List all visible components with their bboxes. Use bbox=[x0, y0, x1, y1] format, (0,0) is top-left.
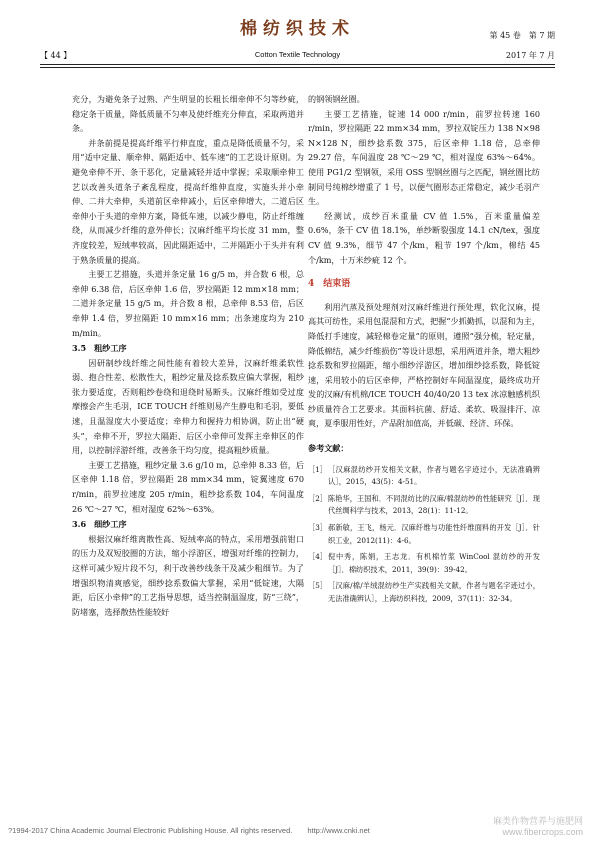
section-heading-3-5: 3.5 粗纱工序 bbox=[72, 343, 127, 354]
journal-title-en: Cotton Textile Technology bbox=[254, 50, 341, 59]
reference-item bbox=[308, 464, 540, 489]
paragraph: 经测试，成纱百米重量 CV 值 1.5%，百米重量偏差 0.6%，条干 CV 值 18.1%，单纱断裂强度 14.1 cN/tex，强度 CV 值 9.3%，细节 47 个/km，粗节 197 个/km，棉结 45 个/km，十万米纱疵 12 个。 bbox=[308, 210, 540, 265]
reference-item bbox=[308, 580, 540, 605]
paragraph: 主要工艺措施，粗纱定量 3.6 g/10 m，总牵伸 8.33 倍，后区牵伸 1.18 倍，罗拉隔距 28 mm×34 mm，锭翼速度 670 r/min，前罗拉速度 205 r/min，粗纱捻系数 104，车间温度 26 ℃～27 ℃，相对湿度 62%～63%。 bbox=[72, 459, 304, 514]
reference-text: 陈艳华，王国和．不同混纺比的汉麻/棉混纺纱的性能研究［J］．现代丝绸科学与技术，2013，28(1)：11-12。 bbox=[328, 493, 540, 516]
watermark: 麻类作物营养与施肥网 www.fibercrops.com bbox=[492, 816, 583, 837]
reference-text: 郝新敏，王飞，杨元．汉麻纤维与功能性纤维面料的开发［J］．针织工业，2012(11)：4-6。 bbox=[328, 523, 540, 545]
copyright-footer: ?1994-2017 China Academic Journal Electronic Publishing House. All rights reserved. http://www.cnki.net bbox=[8, 826, 370, 835]
paragraph: 主要工艺措施，头道并条定量 16 g/5 m，并合数 6 根，总牵伸 6.38 倍，后区牵伸 1.6 倍，罗拉隔距 12 mm×18 mm；二道并条定量 15 g/5 m，并合数 8 根，总牵伸 8.53 倍，后区牵伸 1.4 倍，罗拉隔距 10 mm×16 mm；出条速度均为 210 m/min。 bbox=[72, 269, 304, 338]
reference-number: ［1］ bbox=[308, 464, 327, 474]
paragraph: 利用汽蒸及预处理剂对汉麻纤维进行预处理，软化汉麻，提高其可纺性，采用包混混和方式，把握“少抓勤抓，以混和为主，降低打手速度，减轻棉卷定量”的原则，遵照“强分梳，轻定量，降低棉结，减少纤维损伤”等设计思想，采用两道并条，增大粗纱捻系数和罗拉隔距，缩小细纱浮游区，增加细纱捻系数，降低锭速，采用较小的后区牵伸，严格控制好车间温湿度，最终成功开发的汉麻/有机棉/ICE TOUCH 40/40/20 13 tex 冰凉触感机织纱质量符合工艺要求。其面料抗菌、舒适、柔软、吸湿排汗、凉爽，夏季服用性好，产品附加值高，并低碳、经济、环保。 bbox=[308, 301, 540, 429]
reference-list bbox=[308, 464, 540, 606]
header-rule bbox=[40, 64, 555, 65]
issue-date: 2017 年 7 月 bbox=[505, 51, 555, 60]
header-rule-thin bbox=[40, 67, 555, 68]
reference-item bbox=[308, 522, 540, 547]
right-column bbox=[308, 92, 540, 610]
reference-text: 倪中秀，陈娟，王志龙．有机棉竹浆 WinCool 混纺纱的开发［J］．棉纺织技术，2011，39(9)：39-42。 bbox=[328, 552, 540, 574]
paragraph: 并条前提是提高纤维平行伸直度，重点是降低质量不匀，采用“适中定量、顺牵伸、隔距适中、低车速”的工艺设计原则。为避免牵伸不开、条干恶化，定量减轻并适中掌握；采取顺牵伸工艺以改善头道条子紊乱程度，提高纤维伸直度，实施头并小牵伸、二并大牵伸，头道前区牵伸减小，后区牵伸增大，二道后区牵伸小于头道的牵伸方案，降低车速，以减少静电，防止纤维缠绕，从而减少纤维的意外伸长；汉麻纤维平均长度 31 mm，整齐度较差，短绒率较高，因此隔距适中，二并隔距小于头并有利于熟条质量的提高。 bbox=[72, 137, 304, 265]
reference-number: ［2］ bbox=[308, 493, 327, 503]
page-number: 【 44 】 bbox=[40, 51, 72, 60]
reference-number: ［3］ bbox=[308, 523, 327, 533]
page-header bbox=[40, 10, 555, 74]
reference-text: ［汉麻混纺纱开发相关文献，作者与题名字迹过小，无法准确辨认］，2015，43(5)：4-51。 bbox=[328, 464, 540, 487]
reference-text: ［汉麻/棉/羊绒混纺纱生产实践相关文献，作者与题名字迹过小，无法准确辨认］，上海纺织科技，2009，37(11)：32-34。 bbox=[328, 581, 540, 603]
reference-item bbox=[308, 551, 540, 576]
paragraph: 充分，为避免条子过熟、产生明显的长粗长细牵伸不匀等纱疵，稳定条干质量，降低质量不匀率及使纤维充分伸直，采取两道并条。 bbox=[72, 94, 304, 134]
reference-item bbox=[308, 493, 540, 518]
reference-number: ［4］ bbox=[308, 552, 327, 562]
reference-number: ［5］ bbox=[308, 581, 327, 591]
volume-issue: 第 45 卷 第 7 期 bbox=[489, 31, 555, 40]
paragraph: 主要工艺措施，锭速 14 000 r/min，前罗拉转速 160 r/min，罗拉隔距 22 mm×34 mm，罗拉双锭压力 138 N×98 N×128 N，细纱捻系数 375，后区牵伸 1.18 倍，总牵伸 29.27 倍，车间温度 28 ℃～29 ℃，相对湿度 63%～64%。使用 PG1/2 型钢领，采用 OSS 型钢丝圈与之匹配，钢丝圈比纺制同号纯棉纱增重了 1 号，以便气圈形态正常稳定，减少毛羽产生。 bbox=[308, 108, 540, 207]
left-column bbox=[72, 92, 304, 619]
section-heading-3-6: 3.6 细纱工序 bbox=[72, 519, 127, 530]
section-heading-conclusion: 4 结束语 bbox=[308, 279, 351, 290]
journal-title-cn: 棉纺织技术 bbox=[240, 19, 355, 39]
paragraph: 的钢领钢丝圈。 bbox=[308, 94, 365, 104]
paragraph: 因研制纱线纤维之间性能有着较大差异，汉麻纤维柔软性弱、抱合性差、松散性大，粗纱定量及捻系数应偏大掌握，粗纱张力要适度，否则粗纱卷绕和退绕时易断头。汉麻纤维如受过度摩擦会产生毛羽，ICE TOUCH 纤维则易产生静电和毛羽，要低速，且温湿度大小要适度；牵伸力和握持力相协调，防止出“硬头”，牵伸不开，罗拉大隔距、后区小牵伸可发挥主牵伸区的作用，以控制浮游纤维，改善条干均匀度，提高粗纱质量。 bbox=[72, 357, 304, 456]
references-heading: 参考文献： bbox=[308, 443, 349, 454]
paragraph: 根据汉麻纤维离散性高、短绒率高的特点，采用增强前钳口的压力及双短胶圈的方法，缩小浮游区，增强对纤维的控制力，这样可减少短片段不匀，利于改善纱线条干及减少粗细节。为了增强织物清爽感觉，细纱捻系数偏大掌握，采用“低锭速，大隔距，后区小牵伸”的工艺指导思想，适当控制温湿度，防“三绕”，防堵塞，选择散热性能较好 bbox=[72, 533, 304, 617]
